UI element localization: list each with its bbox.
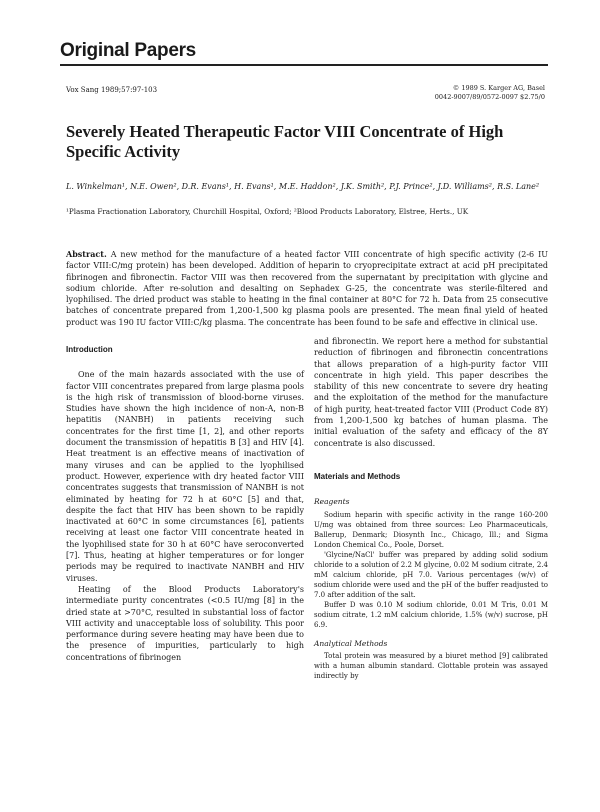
article-title: Severely Heated Therapeutic Factor VIII Concentrate of High Specific Activity (66, 122, 504, 161)
methods-heading: Materials and Methods (314, 471, 401, 481)
methods-paragraph: Total protein was measured by a biuret method [9] calibrated with a human albumin standard. Clottable protein was assayed indirectly by (314, 651, 548, 680)
section-gap (314, 449, 548, 471)
abstract-label: Abstract. (66, 249, 107, 259)
methods-paragraph: Buffer D was 0.10 M sodium chloride, 0.01 M Tris, 0.01 M sodium citrate, 1.2 mM calcium chloride, 1.5% (w/v) sucrose, pH 6.9. (314, 600, 548, 629)
methods-paragraph: Sodium heparin with specific activity in the range 160-200 U/mg was obtained from three sources: Leo Pharmaceuticals, Ballerup, Denmark; Diosynth Inc., Chicago, Ill.; and Sigma London Chemical Co., Poole, Dorset. (314, 510, 548, 549)
author-list: L. Winkelman¹, N.E. Owen², D.R. Evans¹, H. Evans¹, M.E. Haddon², J.K. Smith², P.J. Prince², J.D. Williams², R.S. Lane² (66, 182, 540, 191)
right-column (314, 336, 548, 681)
intro-paragraph: Heating of the Blood Products Laboratory's intermediate purity concentrates (<0.5 IU/mg [8] in the dried state at >70°C, resulted in substantial loss of factor VIII activity and unacceptable loss of solubility. This poor performance during severe heating may have been due to the presence of impurities, particularly to high concentrations of fibrinogen (66, 584, 304, 662)
abstract-text: A new method for the manufacture of a heated factor VIII concentrate of high specific activity (2-6 IU factor VIII:C/mg protein) has been developed. Addition of heparin to cryoprecipitate extract at acid pH precipitated fibrinogen and fibronectin. Factor VIII was then recovered from the supernatant by precipitation with glycine and sodium chloride. After re-solution and desalting on Sephadex G-25, the concentrate was sterile-filtered and lyophilised. The dried product was stable to heating in the final container at 80°C for 72 h. Data from 25 consecutive batches of concentrate prepared from 1,200-1,500 kg plasma pools are presented. The mean final yield of heated product was 190 IU factor VIII:C/kg plasma. The concentrate has been found to be safe and effective in clinical use. (66, 250, 548, 327)
introduction-heading: Introduction (66, 345, 113, 354)
reagents-heading: Reagents (314, 497, 350, 507)
methods-paragraph: 'Glycine/NaCl' buffer was prepared by adding solid sodium chloride to a solution of 2.2 M glycine, 0.02 M sodium citrate, 2.4 mM calcium chloride, pH 7.0. Various percentages (w/v) of sodium chloride were used and the pH of the buffer readjusted to 7.0 after addition of the salt. (314, 550, 548, 599)
analytical-methods-heading: Analytical Methods (314, 638, 388, 648)
abstract (66, 249, 548, 328)
left-column (66, 344, 304, 663)
header-rule (60, 64, 548, 66)
intro-paragraph: and fibronectin. We report here a method for substantial reduction of fibrinogen and fibronectin concentrations that allows preparation of a high-purity factor VIII concentrate in high yield. This paper describes the stability of this new concentrate to severe dry heating and the exploitation of the method for the manufacture of high purity, heat-treated factor VIII (Product Code 8Y) from 1,200-1,500 kg batches of human plasma. The initial evaluation of the safety and efficacy of the 8Y concentrate is also discussed. (314, 337, 548, 448)
copyright-line: © 1989 S. Karger AG, Basel (452, 84, 545, 92)
section-header: Original Papers (60, 40, 196, 61)
issn-line: 0042-9007/89/0572-0097 $2.75/0 (434, 93, 545, 101)
intro-paragraph: One of the main hazards associated with the use of factor VIII concentrates prepared from large plasma pools is the high risk of transmission of blood-borne viruses. Studies have shown the high incidence of non-A, non-B hepatitis (NANBH) in patients receiving such concentrates for the first time [1, 2], and other reports document the transmission of hepatitis B [3] and HIV [4]. Heat treatment is an effective means of inactivation of many viruses and can be applied to the lyophilised product. However, experience with dry heated factor VIII concentrates suggests that transmission of NANBH is not eliminated by heating for 72 h at 60°C [5] and that, despite the fact that HIV has been shown to be rapidly inactivated at 60°C in some circumstances [6], patients receiving at least one factor VIII concentrate heated in the lyophilised state for 30 h at 60°C have seroconverted [7]. Thus, heating at higher temperatures or for longer periods may be required to inactivate NANBH and HIV viruses. (66, 370, 304, 583)
author-affiliations: ¹Plasma Fractionation Laboratory, Churchill Hospital, Oxford; ²Blood Products Laboratory, Elstree, Herts., UK (66, 207, 469, 216)
journal-citation: Vox Sang 1989;57:97-103 (66, 86, 158, 94)
copyright-notice (435, 84, 545, 102)
